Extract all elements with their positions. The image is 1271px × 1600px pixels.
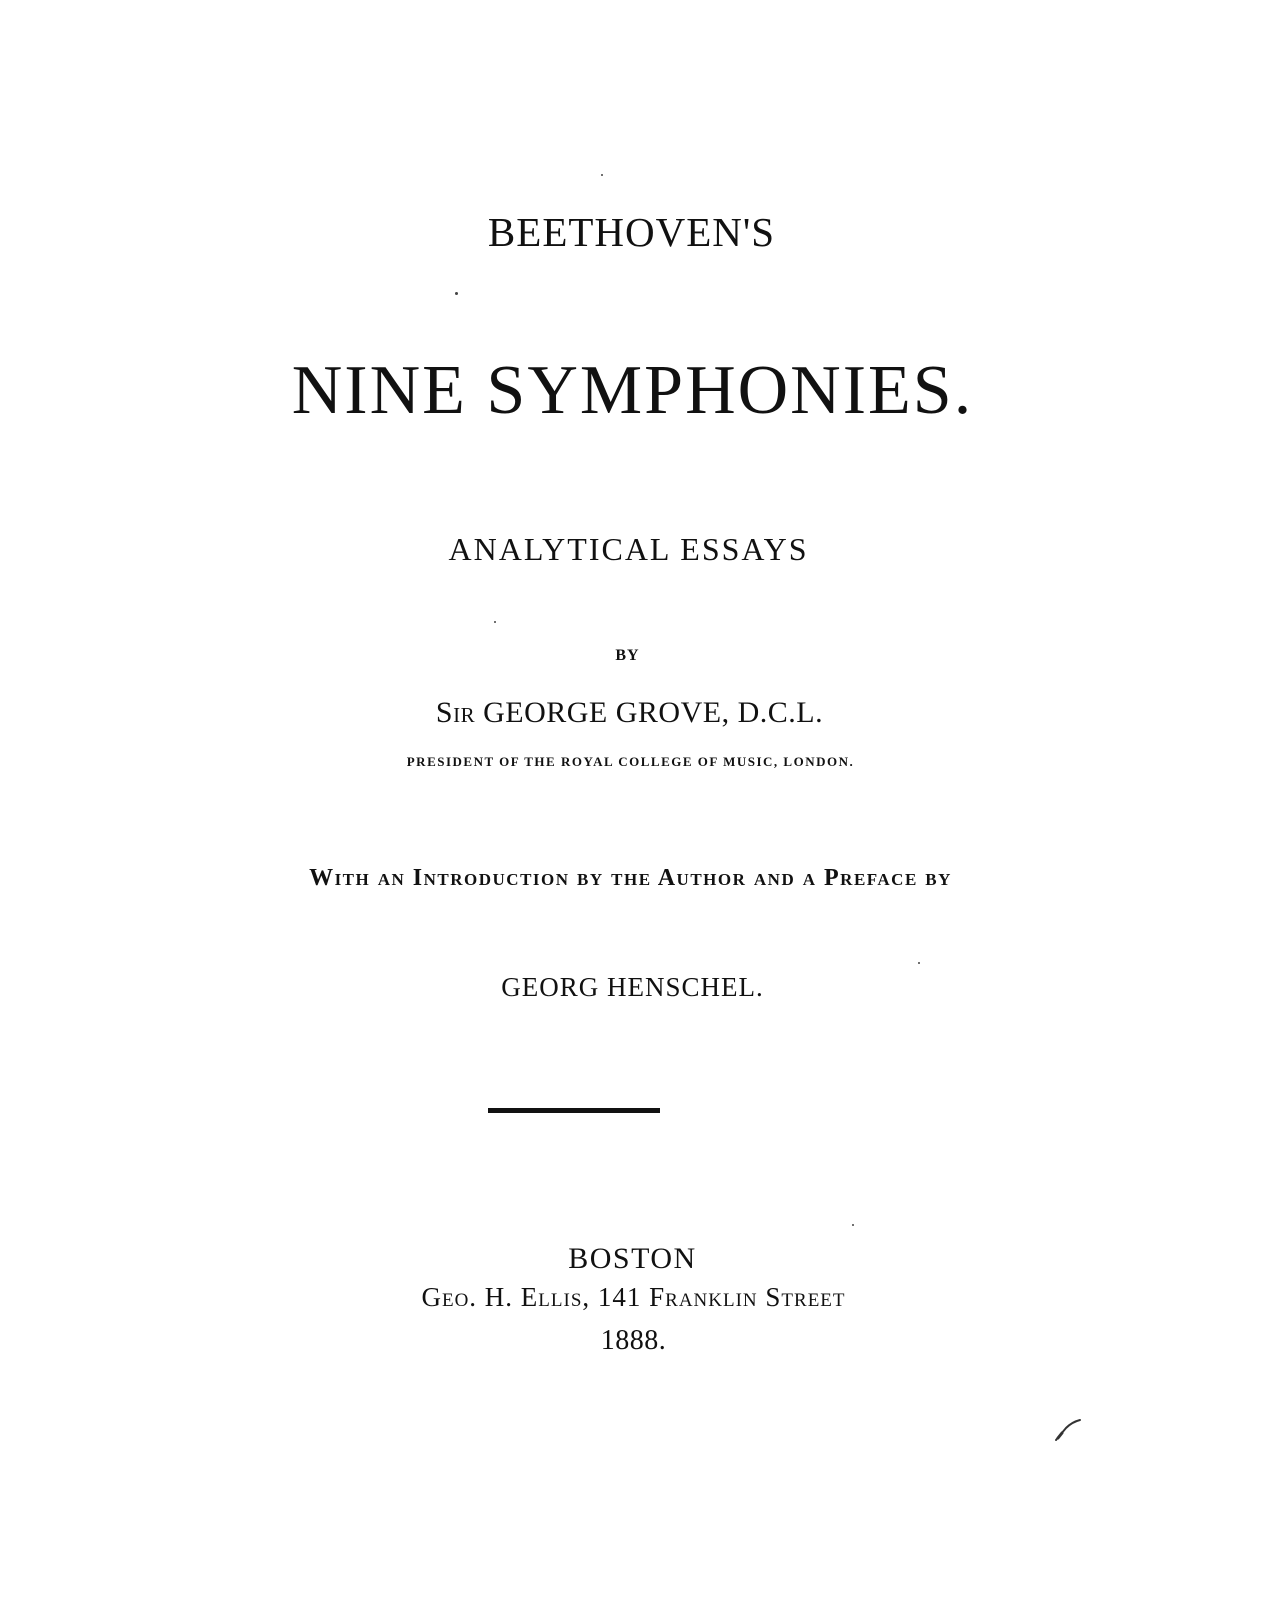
divider-rule xyxy=(488,1108,660,1113)
scan-speck xyxy=(455,292,458,295)
supertitle: BEETHOVEN'S xyxy=(487,209,776,255)
main-title: NINE SYMPHONIES. xyxy=(291,352,974,429)
scan-speck xyxy=(852,1224,854,1226)
scan-speck xyxy=(494,621,496,623)
imprint-publisher: Geo. H. Ellis, 141 Franklin Street xyxy=(421,1282,846,1312)
scan-speck xyxy=(918,962,920,964)
by-line: BY xyxy=(615,647,640,664)
scan-speck xyxy=(601,174,603,176)
author-name: Sir GEORGE GROVE, D.C.L. xyxy=(435,696,824,729)
pencil-mark xyxy=(1052,1416,1086,1444)
imprint-year: 1888. xyxy=(600,1325,667,1356)
preface-author: GEORG HENSCHEL. xyxy=(501,972,764,1002)
author-affiliation: PRESIDENT OF THE ROYAL COLLEGE OF MUSIC, LONDON. xyxy=(406,754,855,769)
subtitle: ANALYTICAL ESSAYS xyxy=(448,531,809,567)
imprint-city: BOSTON xyxy=(568,1242,697,1275)
introduction-line: With an Introduction by the Author and a Preface by xyxy=(309,865,952,891)
